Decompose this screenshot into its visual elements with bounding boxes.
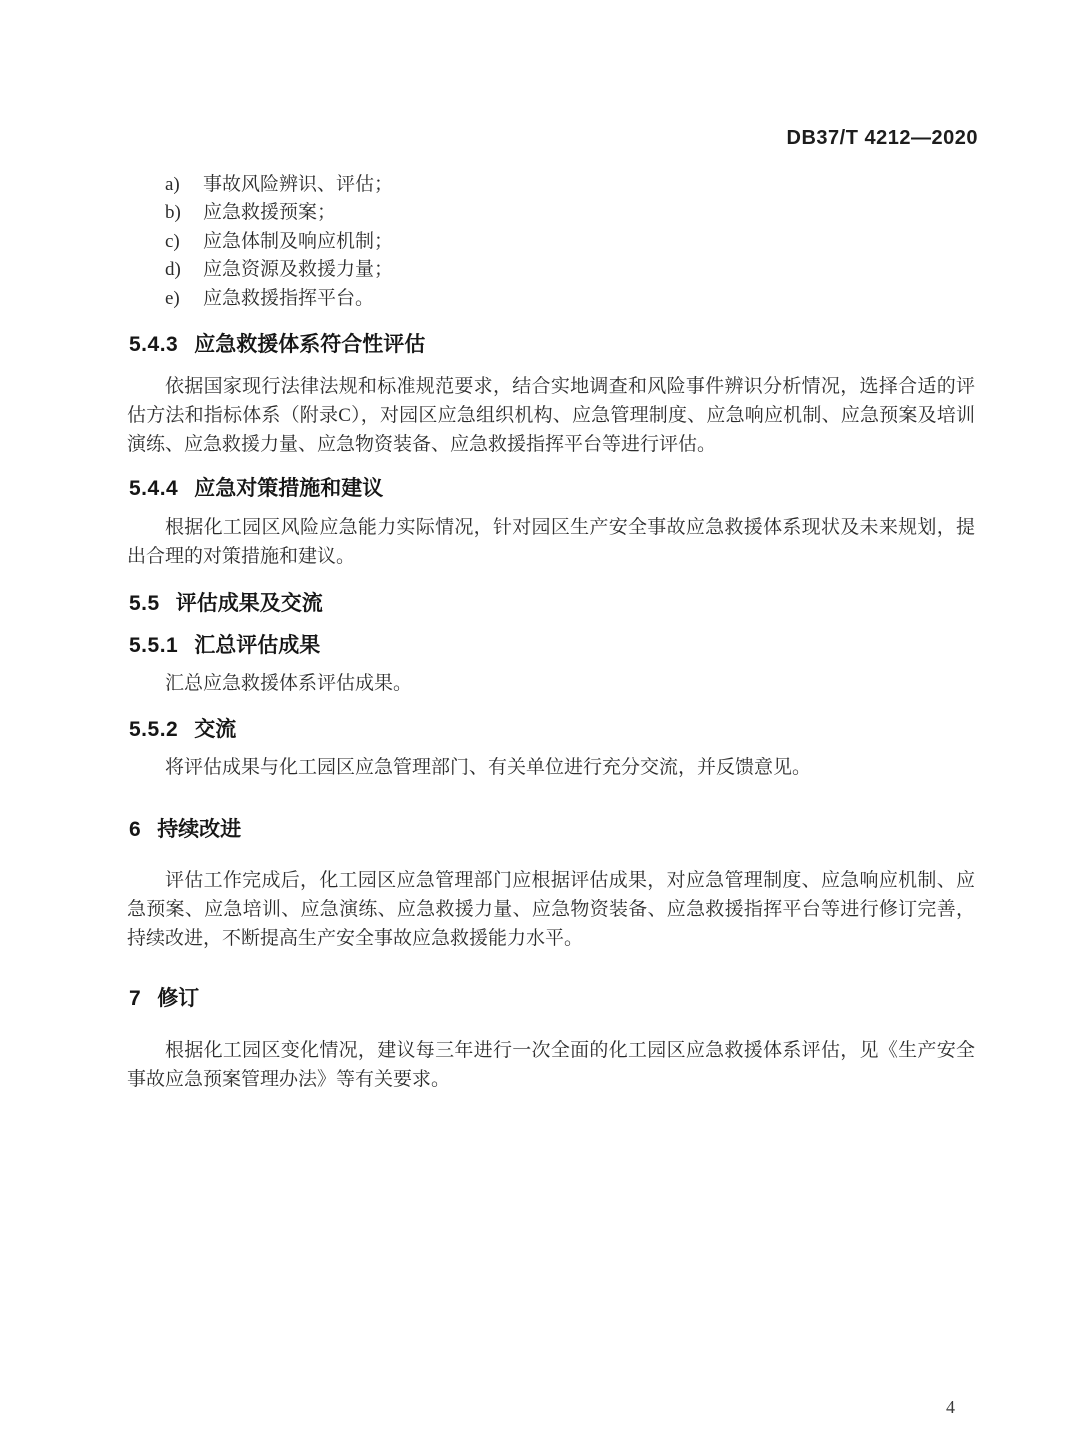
section-title: 应急救援体系符合性评估	[194, 333, 426, 356]
section-paragraph-6: 评估工作完成后，化工园区应急管理部门应根据评估成果，对应急管理制度、应急响应机制、应急预案、应急培训、应急演练、应急救援力量、应急物资装备、应急救援指挥平台等进行修订完善，持续改进，不断提高生产安全事故应急救援能力水平。	[127, 870, 975, 949]
section-title: 持续改进	[157, 818, 242, 841]
section-title: 评估成果及交流	[175, 592, 323, 615]
list-item-a	[165, 171, 865, 199]
section-number: 5.4.4	[129, 477, 179, 500]
page-number: 4	[946, 1397, 955, 1417]
section-heading-5-5-2	[129, 713, 236, 743]
section-title: 交流	[194, 718, 237, 741]
section-number: 6	[129, 818, 142, 841]
list-item-text: 事故风险辨识、评估；	[203, 174, 394, 195]
list-item-label: b)	[165, 202, 181, 224]
section-heading-5-4-4	[129, 472, 383, 502]
section-title: 应急对策措施和建议	[194, 477, 384, 500]
section-heading-5-5-1	[129, 629, 320, 659]
section-heading-6	[129, 813, 241, 843]
list-item-e	[165, 285, 865, 313]
section-number: 5.5.2	[129, 718, 179, 741]
section-paragraph-5-5-2: 将评估成果与化工园区应急管理部门、有关单位进行充分交流，并反馈意见。	[165, 757, 812, 778]
list-item-text: 应急救援指挥平台。	[203, 287, 375, 309]
list-item-d	[165, 256, 865, 284]
section-title: 汇总评估成果	[194, 634, 321, 657]
section-paragraph-5-4-3: 依据国家现行法律法规和标准规范要求，结合实地调查和风险事件辨识分析情况，选择合适的评估方法和指标体系（附录C），对园区应急组织机构、应急管理制度、应急响应机制、应急预案及培训演练、应急救援力量、应急物资装备、应急救援指挥平台等进行评估。	[127, 376, 975, 455]
section-number: 5.5	[129, 592, 160, 615]
section-number: 5.4.3	[129, 333, 179, 356]
section-heading-5-4-3	[129, 328, 425, 358]
section-paragraph-5-5-1: 汇总应急救援体系评估成果。	[165, 673, 413, 694]
list-item-label: c)	[165, 230, 180, 252]
section-title: 修订	[157, 987, 200, 1010]
ordered-list	[165, 171, 865, 313]
list-item-label: a)	[165, 174, 180, 195]
list-item-label: e)	[165, 287, 180, 309]
section-heading-5-5	[129, 587, 323, 617]
list-item-text: 应急救援预案；	[203, 202, 337, 224]
doc-number: DB37/T 4212—2020	[786, 127, 978, 149]
section-paragraph-5-4-4: 根据化工园区风险应急能力实际情况，针对园区生产安全事故应急救援体系现状及未来规划，提出合理的对策措施和建议。	[127, 517, 975, 567]
section-number: 5.5.1	[129, 634, 179, 657]
list-item-text: 应急体制及响应机制；	[203, 230, 394, 252]
list-item-b	[165, 199, 865, 227]
list-item-label: d)	[165, 259, 181, 281]
section-paragraph-7: 根据化工园区变化情况，建议每三年进行一次全面的化工园区应急救援体系评估，见《生产安全事故应急预案管理办法》等有关要求。	[127, 1040, 975, 1090]
section-heading-7	[129, 982, 199, 1012]
list-item-c	[165, 228, 865, 256]
section-number: 7	[129, 987, 142, 1010]
list-item-text: 应急资源及救援力量；	[203, 259, 394, 281]
